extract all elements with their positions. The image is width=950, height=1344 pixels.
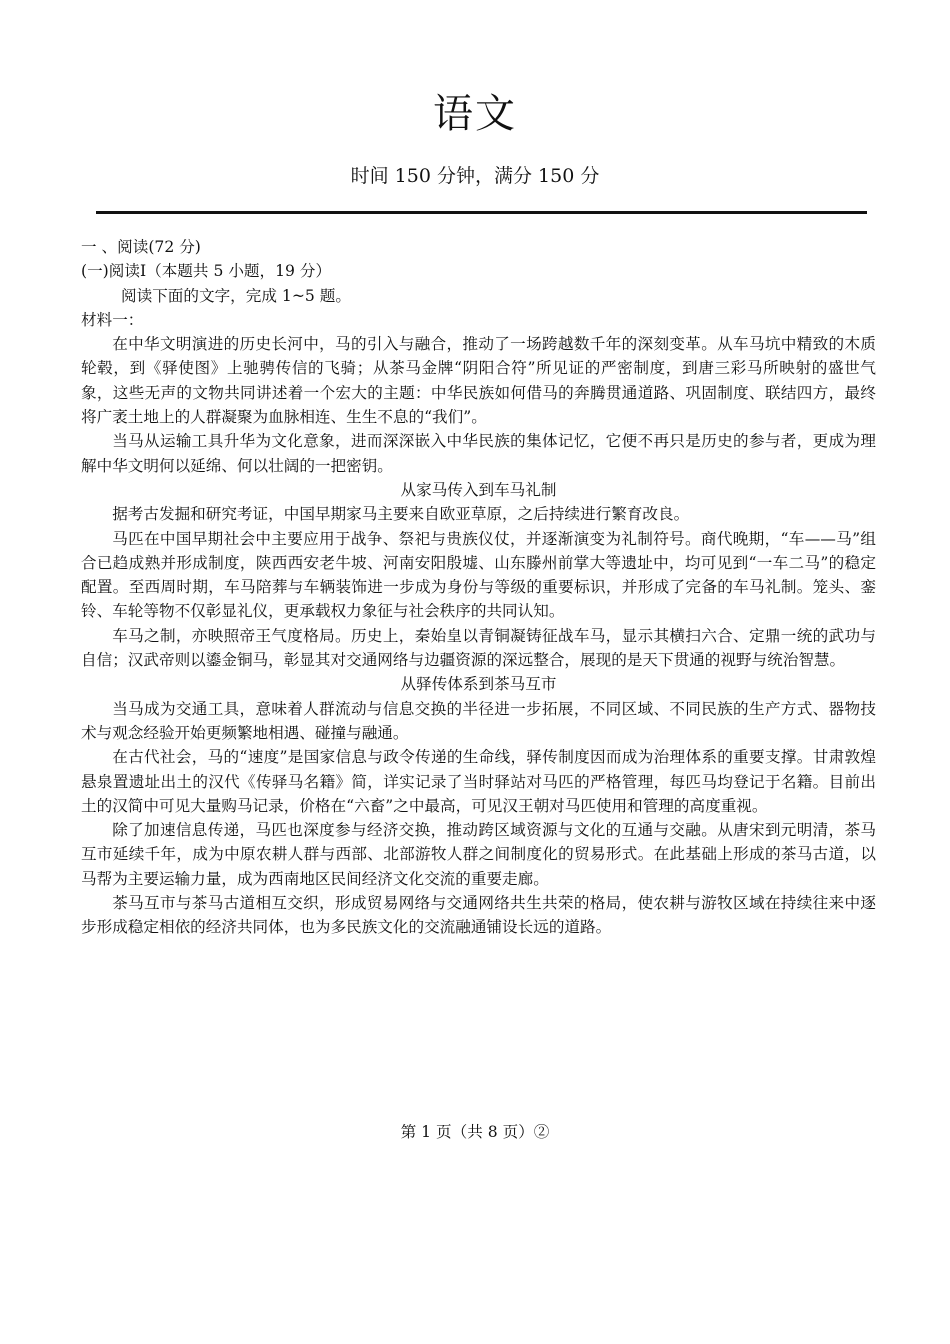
- paragraph: 车马之制，亦映照帝王气度格局。历史上，秦始皇以青铜凝铸征战车马，显示其横扫六合、定鼎一统的武功与自信；汉武帝则以鎏金铜马，彰显其对交通网络与边疆资源的深远整合，展现的是天下贯通的视野与统治智慧。: [81, 626, 876, 670]
- paragraph: 除了加速信息传递，马匹也深度参与经济交换，推动跨区域资源与文化的互通与交融。从唐宋到元明清，茶马互市延续千年，成为中原农耕人群与西部、北部游牧人群之间制度化的贸易形式。在此基础上形成的茶马古道，以马帮为主要运输力量，成为西南地区民间经济文化交流的重要走廊。: [81, 821, 876, 888]
- paragraph: 在中华文明演进的历史长河中，马的引入与融合，推动了一场跨越数千年的深刻变革。从车马坑中精致的木质轮毂，到《驿使图》上驰骋传信的飞骑；从茶马金牌“阴阳合符”所见证的严密制度，到唐三彩马所映射的盛世气象，这些无声的文物共同讲述着一个宏大的主题：中华民族如何借马的奔腾贯通道路、巩固制度、联结四方，最终将广袤土地上的人群凝聚为血脉相连、生生不息的“我们”。: [81, 335, 876, 427]
- material-label: 材料一：: [81, 310, 144, 329]
- paragraph: 据考古发掘和研究考证，中国早期家马主要来自欧亚草原，之后持续进行繁育改良。: [112, 505, 690, 524]
- paragraph: 当马从运输工具升华为文化意象，进而深深嵌入中华民族的集体记忆，它便不再只是历史的参与者，更成为理解中华文明何以延绵、何以壮阔的一把密钥。: [81, 432, 876, 475]
- exam-time-info: 时间 150 分钟，满分 150 分: [350, 165, 600, 187]
- paragraph: 当马成为交通工具，意味着人群流动与信息交换的半径进一步拓展，不同区域、不同民族的生产方式、器物技术与观念经验开始更频繁地相遇、碰撞与融通。: [81, 699, 876, 742]
- subsection-heading: 从驿传体系到茶马互市: [400, 675, 557, 694]
- page-title: 语文: [433, 91, 517, 137]
- paragraph: 马匹在中国早期社会中主要应用于战争、祭祀与贵族仪仗，并逐渐演变为礼制符号。商代晚期，“车——马”组合已趋成熟并形成制度，陕西西安老牛坡、河南安阳殷墟、山东滕州前掌大等遗址中，均可见到“一车二马”的稳定配置。至西周时期，车马陪葬与车辆装饰进一步成为身份与等级的重要标识，并形成了完备的车马礼制。笼头、銮铃、车轮等物不仅彰显礼仪，更承载权力象征与社会秩序的共同认知。: [81, 529, 876, 621]
- instruction-text: 阅读下面的文字，完成 1~5 题。: [121, 286, 351, 305]
- subsection-heading: 从家马传入到车马礼制: [400, 480, 557, 499]
- paragraph: 在古代社会，马的“速度”是国家信息与政令传递的生命线，驿传制度因而成为治理体系的重要支撑。甘肃敦煌悬泉置遗址出土的汉代《传驿马名籍》简，详实记录了当时驿站对马匹的严格管理，每匹马均登记于名籍。目前出土的汉简中可见大量购马记录，价格在“六畜”之中最高，可见汉王朝对马匹使用和管理的高度重视。: [81, 748, 876, 815]
- paragraph: 茶马互市与茶马古道相互交织，形成贸易网络与交通网络共生共荣的格局，使农耕与游牧区域在持续往来中逐步形成稳定相依的经济共同体，也为多民族文化的交流融通铺设长远的道路。: [81, 894, 876, 937]
- page-footer: 第 1 页（共 8 页）②: [400, 1123, 550, 1141]
- reading-content: [81, 235, 876, 940]
- header-divider: [96, 211, 867, 214]
- section-heading: 一 、阅读(72 分): [81, 238, 201, 256]
- section-subheading: (一)阅读Ⅰ（本题共 5 小题，19 分）: [81, 262, 332, 281]
